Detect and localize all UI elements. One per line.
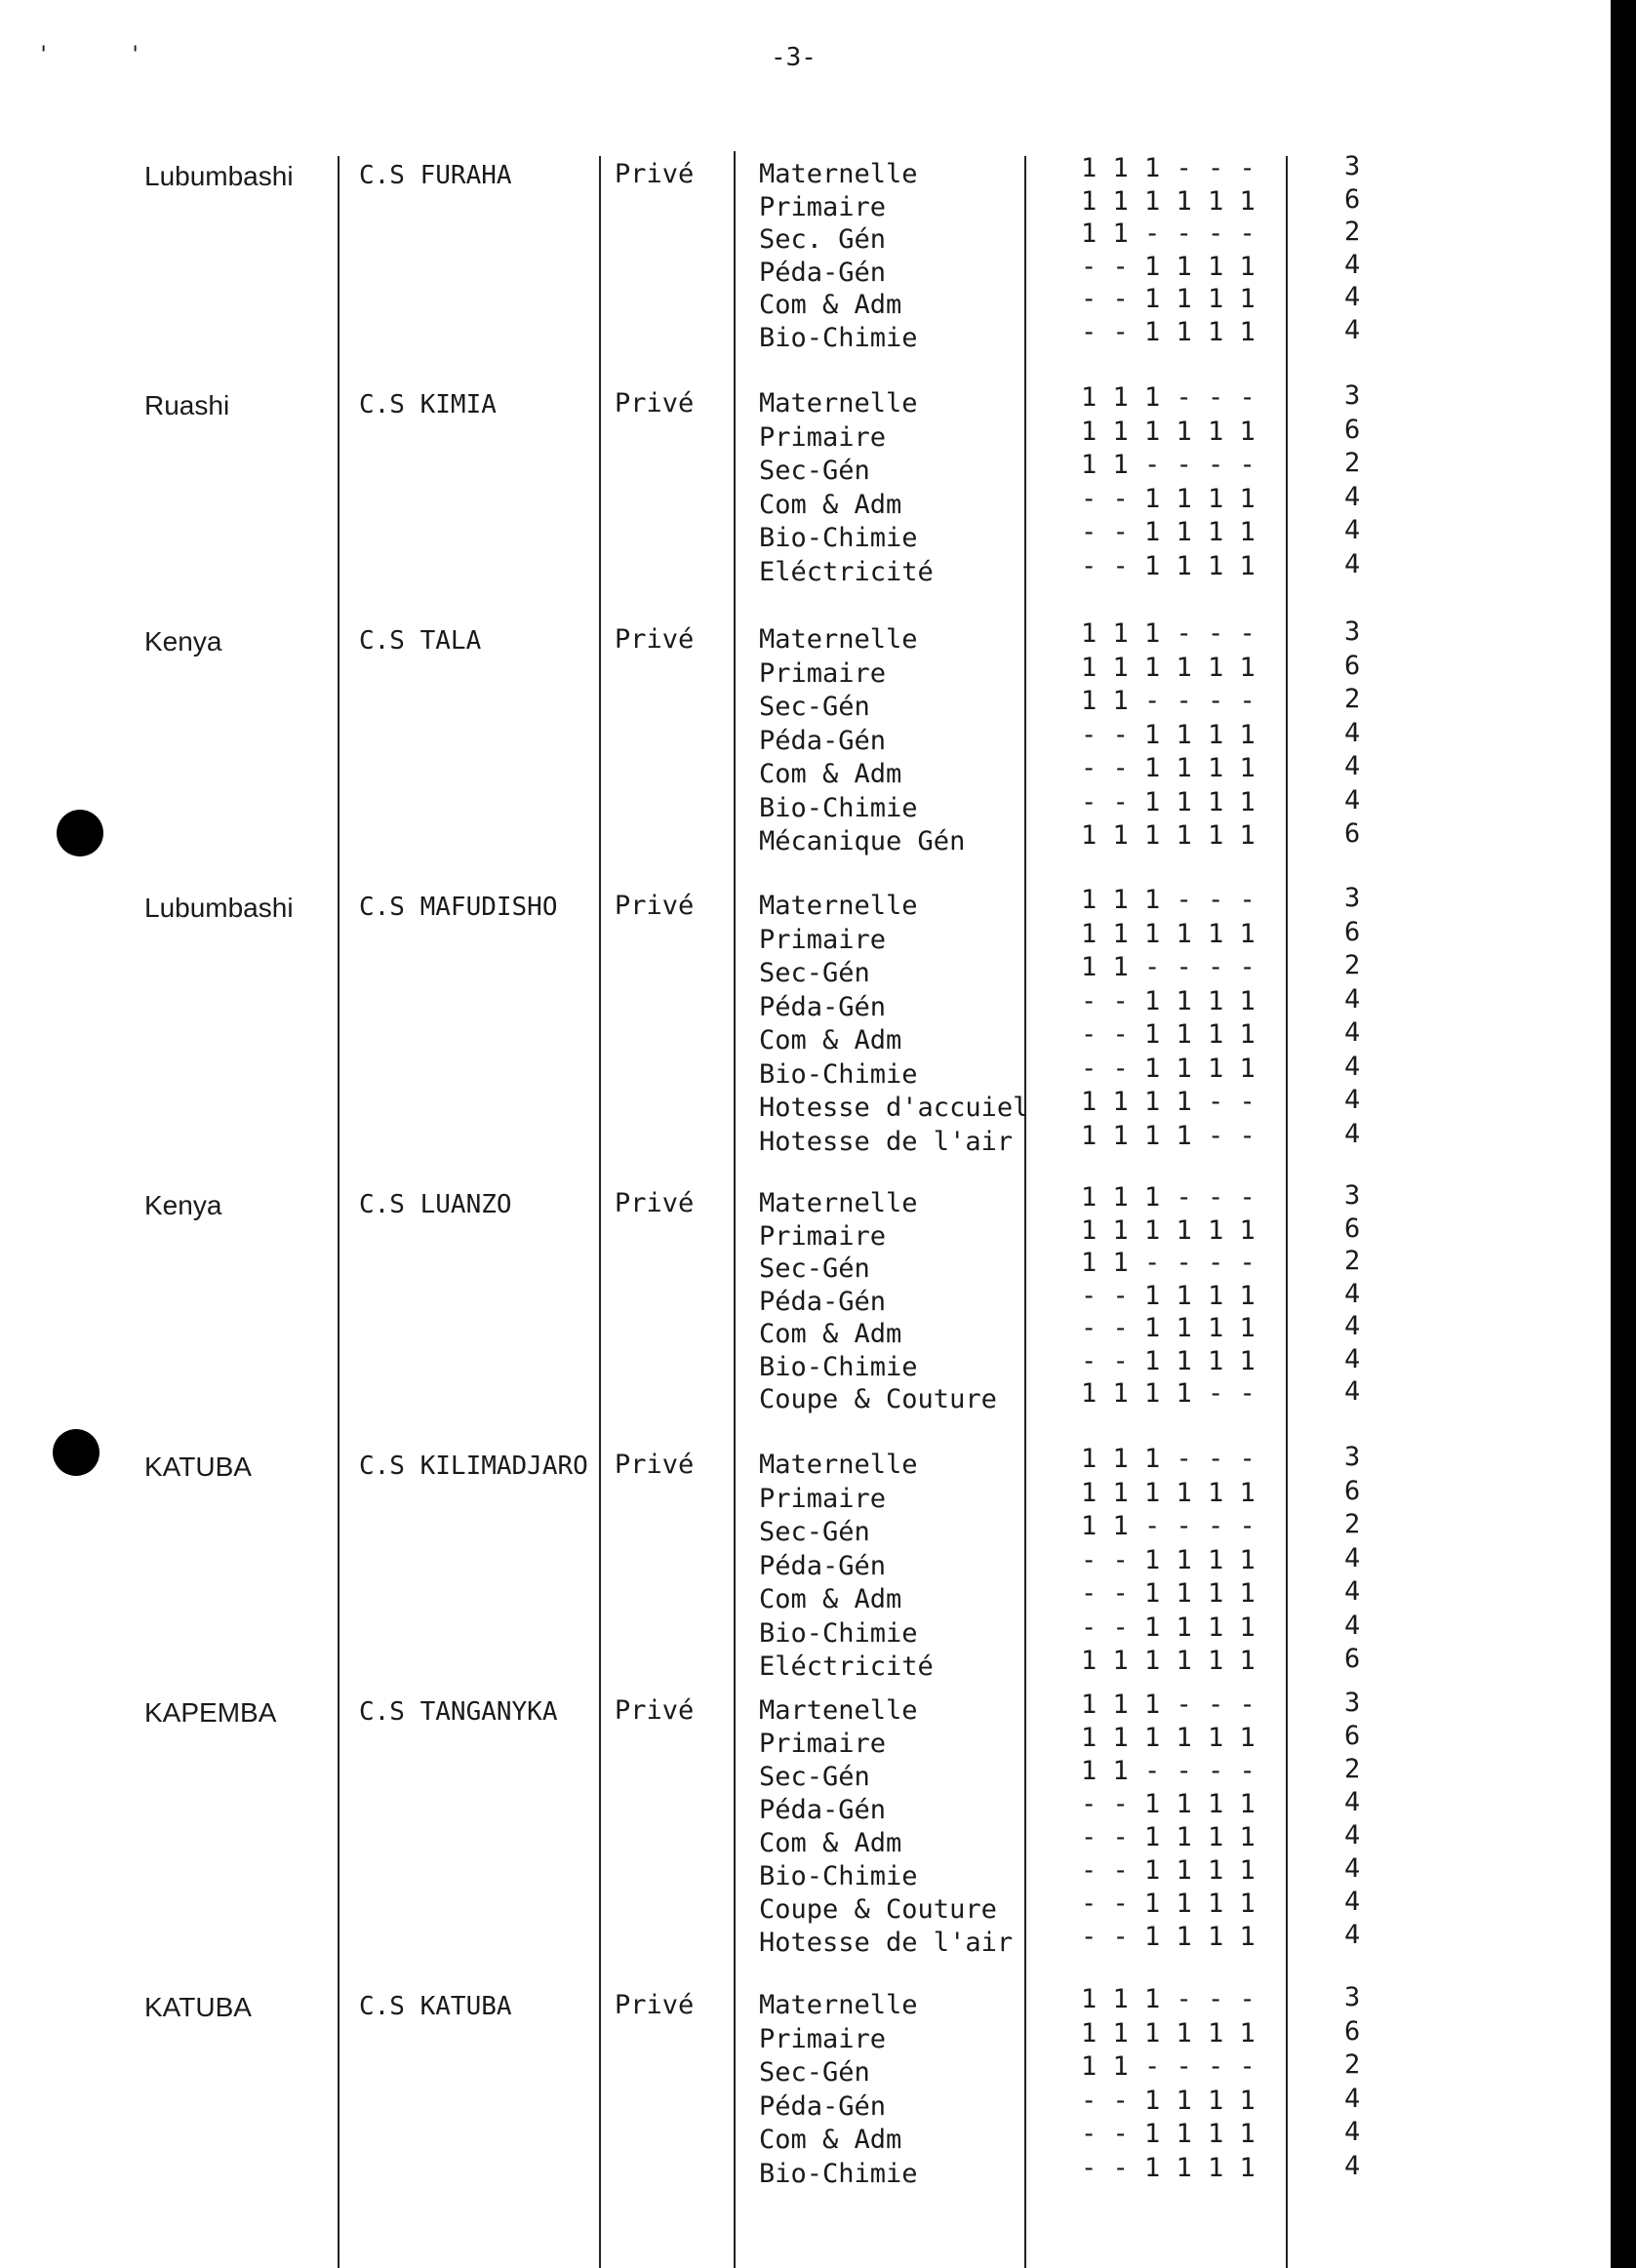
class-total: 6 (1344, 2016, 1361, 2047)
header-mark: ' (129, 43, 142, 67)
school-name: C.S LUANZO (359, 1190, 512, 1219)
school-location: Kenya (144, 1190, 222, 1220)
class-pattern: 1 1 - - - - (1081, 1511, 1256, 1541)
class-total: 4 (1344, 515, 1361, 545)
class-pattern: - - 1 1 1 1 (1081, 1054, 1256, 1084)
class-total: 4 (1344, 482, 1361, 512)
class-pattern: - - 1 1 1 1 (1081, 2119, 1256, 2149)
class-pattern: - - 1 1 1 1 (1081, 1281, 1256, 1311)
school-sector: Privé (615, 1188, 695, 1218)
class-pattern: 1 1 1 - - - (1081, 1444, 1256, 1474)
section-name: Bio-Chimie (759, 323, 918, 353)
class-pattern: 1 1 1 1 1 1 (1081, 1646, 1256, 1676)
section-name: Péda-Gén (759, 2091, 887, 2122)
class-total: 4 (1344, 785, 1361, 816)
class-total: 2 (1344, 684, 1361, 714)
section-name: Com & Adm (759, 1584, 902, 1614)
class-total: 6 (1344, 415, 1361, 445)
section-name: Primaire (759, 2024, 887, 2054)
class-total: 6 (1344, 1721, 1361, 1751)
class-total: 3 (1344, 1180, 1361, 1211)
class-total: 6 (1344, 1476, 1361, 1506)
class-pattern: 1 1 - - - - (1081, 1248, 1256, 1278)
section-name: Bio-Chimie (759, 793, 918, 823)
section-name: Primaire (759, 422, 887, 453)
page-number: -3- (771, 43, 817, 72)
class-total: 4 (1344, 1017, 1361, 1048)
class-pattern: - - 1 1 1 1 (1081, 1019, 1256, 1050)
section-name: Maternelle (759, 159, 918, 189)
class-total: 4 (1344, 1576, 1361, 1607)
class-pattern: - - 1 1 1 1 (1081, 484, 1256, 514)
section-name: Maternelle (759, 1990, 918, 2020)
section-name: Coupe & Couture (759, 1894, 997, 1925)
class-pattern: 1 1 1 - - - (1081, 153, 1256, 183)
school-location: Ruashi (144, 390, 230, 420)
class-total: 4 (1344, 282, 1361, 312)
class-total: 4 (1344, 1787, 1361, 1817)
section-name: Mécanique Gén (759, 826, 966, 856)
class-total: 2 (1344, 1509, 1361, 1539)
school-name: C.S FURAHA (359, 161, 512, 190)
class-pattern: 1 1 1 - - - (1081, 382, 1256, 413)
school-name: C.S KILIMADJARO (359, 1452, 588, 1481)
class-total: 3 (1344, 1442, 1361, 1472)
class-total: 4 (1344, 2151, 1361, 2181)
class-pattern: 1 1 1 - - - (1081, 1690, 1256, 1720)
class-total: 4 (1344, 718, 1361, 748)
section-name: Sec-Gén (759, 1517, 870, 1547)
class-pattern: 1 1 1 1 - - (1081, 1087, 1256, 1117)
class-pattern: 1 1 - - - - (1081, 952, 1256, 982)
class-pattern: - - 1 1 1 1 (1081, 1313, 1256, 1343)
punch-hole-mark (57, 810, 103, 856)
class-pattern: 1 1 - - - - (1081, 219, 1256, 249)
class-pattern: 1 1 1 1 1 1 (1081, 1215, 1256, 1246)
class-pattern: 1 1 - - - - (1081, 2051, 1256, 2082)
class-pattern: 1 1 - - - - (1081, 450, 1256, 480)
section-name: Bio-Chimie (759, 1618, 918, 1649)
section-name: Primaire (759, 1729, 887, 1759)
class-pattern: 1 1 1 1 1 1 (1081, 1478, 1256, 1508)
school-name: C.S KIMIA (359, 390, 497, 419)
class-pattern: 1 1 1 - - - (1081, 618, 1256, 649)
class-pattern: - - 1 1 1 1 (1081, 551, 1256, 581)
section-name: Com & Adm (759, 490, 902, 520)
class-total: 4 (1344, 984, 1361, 1015)
class-pattern: 1 1 1 1 1 1 (1081, 653, 1256, 683)
column-rule-school (338, 156, 339, 2268)
class-total: 6 (1344, 184, 1361, 215)
school-location: Kenya (144, 626, 222, 657)
section-name: Sec. Gén (759, 224, 887, 255)
class-pattern: - - 1 1 1 1 (1081, 1789, 1256, 1819)
school-name: C.S TANGANYKA (359, 1697, 558, 1727)
column-rule-sector (599, 156, 601, 2268)
class-total: 3 (1344, 883, 1361, 913)
class-total: 4 (1344, 1085, 1361, 1115)
class-pattern: - - 1 1 1 1 (1081, 517, 1256, 547)
section-name: Bio-Chimie (759, 2159, 918, 2189)
section-name: Hotesse de l'air (759, 1928, 1014, 1958)
class-pattern: - - 1 1 1 1 (1081, 1346, 1256, 1376)
section-name: Sec-Gén (759, 692, 870, 722)
section-name: Martenelle (759, 1695, 918, 1726)
section-name: Primaire (759, 925, 887, 955)
class-total: 6 (1344, 818, 1361, 849)
class-pattern: 1 1 1 1 1 1 (1081, 1723, 1256, 1753)
section-name: Com & Adm (759, 1319, 902, 1349)
section-name: Hotesse d'accuiel (759, 1093, 1029, 1123)
section-name: Bio-Chimie (759, 1059, 918, 1090)
header-mark: ' (37, 43, 51, 67)
section-name: Sec-Gén (759, 958, 870, 988)
class-total: 6 (1344, 1214, 1361, 1244)
class-total: 4 (1344, 315, 1361, 345)
school-location: Lubumbashi (144, 161, 294, 191)
class-pattern: 1 1 - - - - (1081, 686, 1256, 716)
section-name: Eléctricité (759, 1651, 934, 1682)
section-name: Bio-Chimie (759, 1861, 918, 1891)
class-total: 2 (1344, 2049, 1361, 2080)
class-total: 3 (1344, 1688, 1361, 1718)
section-name: Coupe & Couture (759, 1384, 997, 1414)
section-name: Sec-Gén (759, 1762, 870, 1792)
column-rule-section (734, 151, 736, 2268)
section-name: Primaire (759, 1484, 887, 1514)
school-location: KATUBA (144, 1452, 252, 1482)
school-sector: Privé (615, 1990, 695, 2020)
school-sector: Privé (615, 388, 695, 418)
class-pattern: - - 1 1 1 1 (1081, 1545, 1256, 1575)
section-name: Com & Adm (759, 1828, 902, 1858)
class-total: 4 (1344, 1344, 1361, 1374)
class-pattern: - - 1 1 1 1 (1081, 284, 1256, 314)
class-pattern: - - 1 1 1 1 (1081, 2086, 1256, 2116)
class-total: 4 (1344, 1119, 1361, 1149)
class-pattern: 1 1 1 1 - - (1081, 1121, 1256, 1151)
class-total: 2 (1344, 1246, 1361, 1276)
class-total: 4 (1344, 2084, 1361, 2114)
class-total: 4 (1344, 1611, 1361, 1641)
section-name: Sec-Gén (759, 2057, 870, 2088)
class-total: 2 (1344, 1754, 1361, 1784)
class-pattern: 1 1 1 1 1 1 (1081, 919, 1256, 949)
school-location: KAPEMBA (144, 1697, 277, 1728)
class-total: 4 (1344, 1887, 1361, 1917)
column-rule-total (1286, 156, 1288, 2268)
class-total: 4 (1344, 250, 1361, 280)
class-pattern: - - 1 1 1 1 (1081, 787, 1256, 817)
section-name: Primaire (759, 658, 887, 689)
school-name: C.S TALA (359, 626, 482, 656)
section-name: Maternelle (759, 1188, 918, 1218)
class-total: 4 (1344, 2117, 1361, 2147)
section-name: Bio-Chimie (759, 523, 918, 553)
school-sector: Privé (615, 159, 695, 189)
class-total: 6 (1344, 917, 1361, 947)
school-location: Lubumbashi (144, 893, 294, 923)
class-pattern: - - 1 1 1 1 (1081, 317, 1256, 347)
school-sector: Privé (615, 891, 695, 921)
class-pattern: - - 1 1 1 1 (1081, 1612, 1256, 1643)
class-pattern: - - 1 1 1 1 (1081, 1922, 1256, 1952)
class-total: 3 (1344, 151, 1361, 181)
class-total: 6 (1344, 1644, 1361, 1674)
class-pattern: 1 1 1 1 1 1 (1081, 820, 1256, 851)
class-pattern: - - 1 1 1 1 (1081, 1822, 1256, 1852)
section-name: Péda-Gén (759, 992, 887, 1022)
class-pattern: 1 1 1 - - - (1081, 1182, 1256, 1213)
section-name: Péda-Gén (759, 1795, 887, 1825)
class-total: 4 (1344, 1279, 1361, 1309)
class-pattern: - - 1 1 1 1 (1081, 1889, 1256, 1919)
section-name: Maternelle (759, 1450, 918, 1480)
class-pattern: 1 1 1 1 1 1 (1081, 417, 1256, 447)
section-name: Hotesse de l'air (759, 1127, 1014, 1157)
section-name: Bio-Chimie (759, 1352, 918, 1382)
school-sector: Privé (615, 1450, 695, 1480)
class-total: 4 (1344, 1920, 1361, 1950)
section-name: Péda-Gén (759, 258, 887, 288)
class-pattern: 1 1 - - - - (1081, 1756, 1256, 1786)
section-name: Maternelle (759, 624, 918, 655)
school-location: KATUBA (144, 1992, 252, 2022)
punch-hole-mark (53, 1429, 100, 1476)
section-name: Eléctricité (759, 557, 934, 587)
class-pattern: - - 1 1 1 1 (1081, 720, 1256, 750)
section-name: Péda-Gén (759, 726, 887, 756)
class-total: 2 (1344, 950, 1361, 980)
class-total: 3 (1344, 617, 1361, 647)
class-total: 4 (1344, 1543, 1361, 1573)
scan-edge-shadow (1611, 0, 1636, 2268)
class-pattern: 1 1 1 - - - (1081, 885, 1256, 915)
class-total: 4 (1344, 1853, 1361, 1884)
class-pattern: 1 1 1 1 1 1 (1081, 2018, 1256, 2049)
class-total: 3 (1344, 380, 1361, 411)
class-total: 4 (1344, 1820, 1361, 1850)
school-name: C.S MAFUDISHO (359, 893, 558, 922)
school-sector: Privé (615, 1695, 695, 1726)
school-name: C.S KATUBA (359, 1992, 512, 2021)
section-name: Com & Adm (759, 1025, 902, 1055)
class-pattern: - - 1 1 1 1 (1081, 2153, 1256, 2183)
class-total: 2 (1344, 448, 1361, 478)
section-name: Péda-Gén (759, 1287, 887, 1317)
section-name: Com & Adm (759, 759, 902, 789)
class-total: 4 (1344, 1376, 1361, 1407)
class-pattern: - - 1 1 1 1 (1081, 1855, 1256, 1886)
section-name: Péda-Gén (759, 1551, 887, 1581)
class-pattern: - - 1 1 1 1 (1081, 986, 1256, 1016)
class-total: 4 (1344, 751, 1361, 781)
class-pattern: - - 1 1 1 1 (1081, 1578, 1256, 1609)
school-sector: Privé (615, 624, 695, 655)
class-pattern: 1 1 1 1 - - (1081, 1378, 1256, 1409)
section-name: Primaire (759, 1221, 887, 1252)
class-total: 6 (1344, 651, 1361, 681)
class-total: 2 (1344, 217, 1361, 247)
section-name: Sec-Gén (759, 456, 870, 486)
class-pattern: - - 1 1 1 1 (1081, 753, 1256, 783)
section-name: Primaire (759, 192, 887, 222)
section-name: Com & Adm (759, 2125, 902, 2155)
class-total: 4 (1344, 1052, 1361, 1082)
class-total: 4 (1344, 549, 1361, 579)
section-name: Maternelle (759, 891, 918, 921)
class-pattern: - - 1 1 1 1 (1081, 252, 1256, 282)
section-name: Com & Adm (759, 290, 902, 320)
section-name: Maternelle (759, 388, 918, 418)
column-rule-pattern (1024, 156, 1026, 2268)
class-pattern: 1 1 1 1 1 1 (1081, 186, 1256, 217)
class-total: 3 (1344, 1982, 1361, 2012)
class-total: 4 (1344, 1311, 1361, 1341)
class-pattern: 1 1 1 - - - (1081, 1984, 1256, 2014)
section-name: Sec-Gén (759, 1253, 870, 1284)
